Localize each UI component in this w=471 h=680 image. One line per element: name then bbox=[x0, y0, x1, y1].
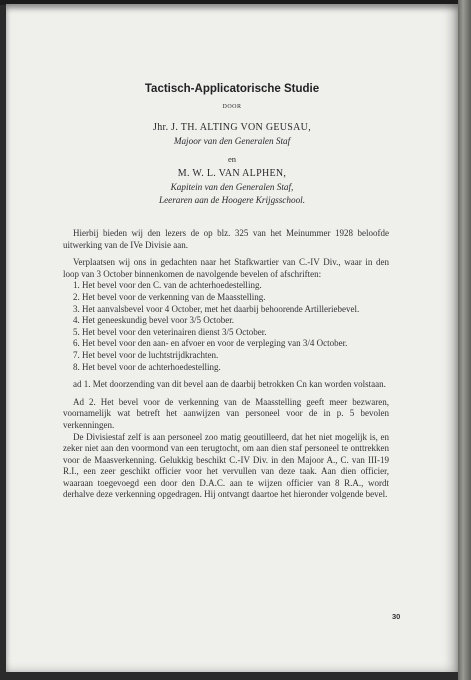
conjunction: en bbox=[227, 154, 237, 164]
list-item: 3. Het aanvalsbevel voor 4 October, met het daarbij behoorende Artilleriebevel. bbox=[73, 303, 360, 314]
author1-name: Jhr. J. TH. ALTING VON GEUSAU, bbox=[153, 122, 311, 133]
list-item: 4. Het geneeskundig bevel voor 3/5 October. bbox=[73, 315, 234, 326]
order-list bbox=[63, 280, 389, 373]
intro-paragraph: Hierbij bieden wij den lezers de op blz. 325 van het Meinummer 1928 beloofde uitwerking van de IVe Divisie aan. bbox=[63, 228, 389, 250]
list-item: 1. Het bevel voor den C. van de achterhoedestelling. bbox=[73, 280, 262, 291]
list-item: 8. Het bevel voor de achterhoedestelling. bbox=[73, 361, 221, 372]
verplaatsen-paragraph: Verplaatsen wij ons in gedachten naar het Stafkwartier van C.-IV Div., waar in den loop van 3 October binnenkomen de navolgende bevelen of afschriften: bbox=[63, 257, 389, 279]
author2-name: M. W. L. VAN ALPHEN, bbox=[177, 168, 287, 179]
body-text bbox=[63, 228, 389, 501]
divisiestaf-paragraph: De Divisiestaf zelf is aan personeel zoo matig geoutilleerd, dat het niet mogelijk is, en zeker niet aan den voormond van een terugtocht, om aan dien staf personeel te onttrekken voor de Maasverkenning. Gelukkig beschikt C.-IV Div. in den Majoor A., C. van III-19 R.I., een zeer geschikt officier voor het vervullen van deze taak. Aan dien officier, waaraan toegevoegd een door den D.A.C. aan te wijzen officier van 8 R.A., wordt derhalve deze verkenning opgedragen. Hij ontvangt daartoe het hieronder volgende bevel. bbox=[63, 431, 389, 500]
article-title: Tactisch-Applicatorische Studie bbox=[144, 83, 320, 95]
by-line: DOOR bbox=[222, 104, 242, 110]
author2-role: Kapitein van den Generalen Staf, bbox=[170, 182, 294, 192]
author2-role-2: Leeraren aan de Hoogere Krijgsschool. bbox=[158, 195, 306, 205]
list-item: 5. Het bevel voor den veterinairen dienst 3/5 October. bbox=[73, 326, 267, 337]
author1-role: Majoor van den Generalen Staf bbox=[173, 136, 291, 146]
ad2-paragraph: Ad 2. Het bevel voor de verkenning van de Maasstelling geeft meer bezwaren, voornamelijk wat betreft het aanwijzen van personeel voor de in p. 5 bevolen verkenningen. bbox=[63, 396, 389, 430]
list-item: 2. Het bevel voor de verkenning van de Maasstelling. bbox=[73, 291, 266, 302]
list-item: 6. Het bevel voor den aan- en afvoer en voor de verpleging van 3/4 October. bbox=[73, 338, 348, 349]
page-edge bbox=[458, 0, 471, 680]
list-item: 7. Het bevel voor de luchtstrijdkrachten. bbox=[73, 349, 219, 360]
ad1-paragraph: ad 1. Met doorzending van dit bevel aan de daarbij betrokken Cn kan worden volstaan. bbox=[73, 379, 386, 390]
document-page bbox=[6, 4, 458, 672]
page-number: 30 bbox=[392, 612, 401, 621]
